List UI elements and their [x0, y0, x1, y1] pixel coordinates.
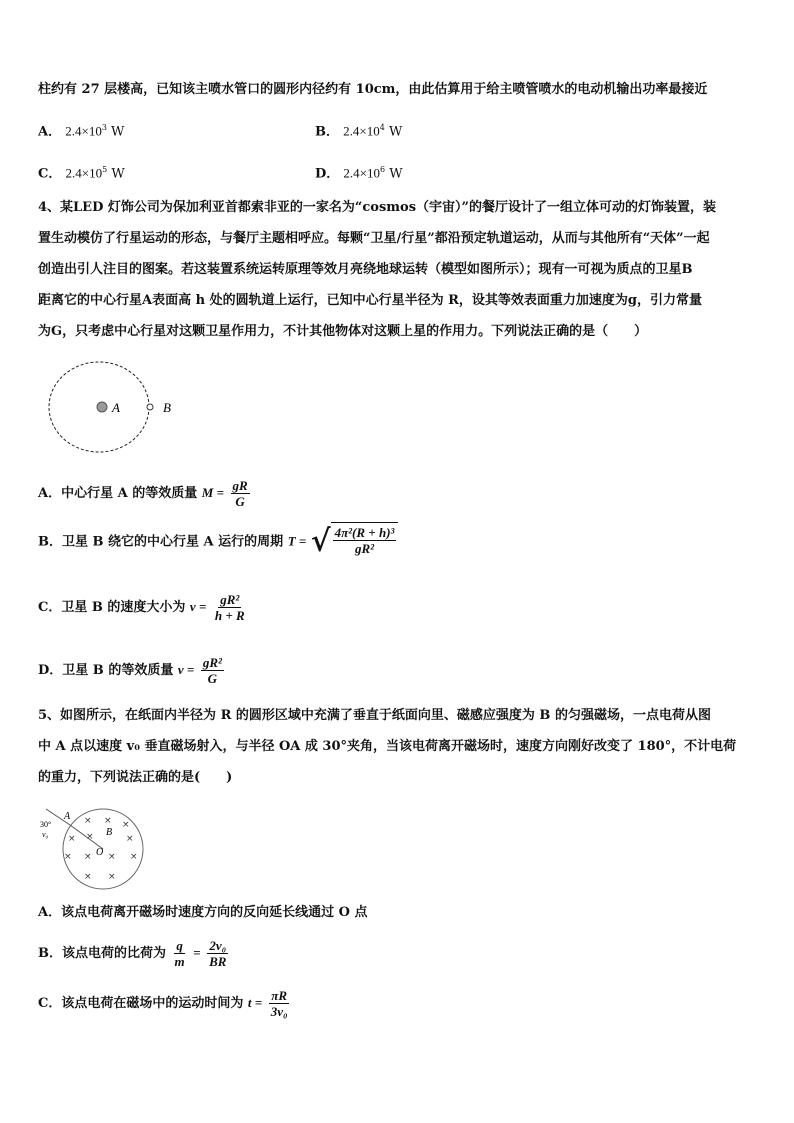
svg-text:×: × — [104, 816, 112, 826]
option-unit: W — [384, 124, 403, 140]
formula-fraction — [213, 592, 247, 623]
option-text: A．中心行星 A 的等效质量 — [38, 486, 198, 501]
velocity-label: v₀ — [42, 830, 49, 839]
fraction-numerator: 4π²(R + h)³ — [334, 525, 395, 540]
option-value: 2.4×10 — [65, 123, 102, 139]
svg-text:×: × — [126, 834, 134, 844]
option-unit: W — [107, 166, 125, 182]
field-b-label: B — [106, 827, 113, 838]
option-text: B．卫星 B 绕它的中心行星 A 运行的周期 — [38, 534, 284, 550]
equals-sign: = — [193, 945, 201, 960]
q4-option-a[interactable] — [38, 478, 252, 509]
svg-text:×: × — [84, 872, 92, 882]
magnetic-field-figure — [38, 805, 158, 890]
q4-option-b[interactable] — [38, 522, 398, 562]
option-text: A．该点电荷离开磁场时速度方向的反向延长线通过 O 点 — [38, 905, 368, 920]
q5-option-c[interactable] — [38, 988, 292, 1019]
svg-text:×: × — [130, 852, 138, 862]
formula-fraction-left — [173, 938, 187, 969]
q4-stem-line-5: 为G，只考虑中心行星对这颗卫星作用力，不计其他物体对这颗上星的作用力。下列说法正确的是（ ） — [38, 324, 648, 339]
fraction-numerator: q — [176, 938, 183, 953]
orbit-figure — [48, 360, 188, 460]
q3-option-d[interactable] — [315, 160, 403, 184]
center-o-label: O — [96, 847, 104, 858]
option-label: A． — [38, 124, 62, 140]
fraction-numerator: gR² — [202, 655, 222, 670]
q4-option-c[interactable] — [38, 592, 249, 623]
svg-text:×: × — [84, 852, 92, 862]
radical-sign-icon: √ — [310, 524, 331, 559]
planet-a-label: A — [112, 400, 120, 415]
fraction-denominator: m — [174, 954, 185, 969]
q5-stem-line-2: 中 A 点以速度 v₀ 垂直磁场射入，与半径 OA 成 30°夹角，当该电荷离开磁场时，速度方向刚好改变了 180°，不计电荷 — [38, 739, 737, 754]
q3-stem-tail: 柱约有 27 层楼高，已知该主喷水管口的圆形内径约有 10cm，由此估算用于给主喷管喷水的电动机输出功率最接近 — [38, 82, 708, 97]
angle-label: 30° — [40, 820, 52, 829]
fraction-numerator: gR — [232, 478, 248, 493]
q5-stem-line-3: 的重力，下列说法正确的是( ) — [38, 770, 233, 785]
point-a-label: A — [64, 811, 71, 822]
formula-fraction-right — [207, 938, 228, 969]
fraction-numerator: gR² — [220, 592, 240, 607]
formula-fraction — [201, 655, 224, 686]
option-label: C． — [38, 166, 62, 182]
formula-fraction — [231, 478, 250, 509]
formula-lhs: T = — [287, 533, 307, 549]
planet-a — [97, 402, 107, 412]
q5-stem-line-1: 5、如图所示，在纸面内半径为 R 的圆形区域中充满了垂直于纸面向里、磁感应强度为 B 的匀强磁场，一点电荷从图 — [38, 708, 711, 723]
q4-stem-line-1: 4、某LED 灯饰公司为保加利亚首都索非亚的一家名为“cosmos（宇宙）”的餐厅设计了一组立体可动的灯饰装置，装 — [38, 200, 717, 215]
option-text: C．该点电荷在磁场中的运动时间为 — [38, 996, 244, 1011]
q3-option-b[interactable] — [315, 118, 402, 142]
q5-option-b[interactable] — [38, 938, 230, 969]
option-value: 2.4×10 — [343, 123, 380, 139]
option-label: D． — [315, 166, 340, 182]
formula-fraction — [269, 988, 290, 1019]
square-root — [311, 522, 399, 562]
option-unit: W — [385, 166, 403, 182]
option-exponent: 5 — [102, 165, 108, 174]
formula-lhs: t = — [247, 995, 263, 1010]
option-exponent: 4 — [379, 123, 385, 132]
fraction-denominator: 3v₀ — [270, 1004, 288, 1019]
satellite-b-label: B — [163, 400, 171, 415]
q4-stem-line-2: 置生动模仿了行星运动的形态，与餐厅主题相呼应。每颗“卫星/行星”都沿预定轨道运动，从而与其他所有“天体”一起 — [38, 231, 710, 246]
q3-option-a[interactable] — [38, 118, 124, 142]
formula-lhs: v = — [177, 662, 195, 677]
fraction-numerator: πR — [271, 988, 287, 1003]
formula-lhs: v = — [189, 599, 207, 614]
fraction-denominator: gR² — [354, 541, 375, 556]
q4-stem-line-4: 距离它的中心行星A表面高 h 处的圆轨道上运行，已知中心行星半径为 R，设其等效表面重力加速度为g，引力常量 — [38, 293, 703, 308]
fraction-denominator: G — [235, 494, 245, 509]
formula-lhs: M = — [201, 485, 224, 500]
formula-fraction — [333, 525, 397, 556]
svg-text:×: × — [68, 834, 76, 844]
option-text: C．卫星 B 的速度大小为 — [38, 600, 186, 615]
svg-text:×: × — [122, 820, 130, 830]
svg-text:×: × — [108, 852, 116, 862]
svg-text:×: × — [86, 832, 94, 842]
option-unit: W — [106, 124, 125, 140]
fraction-denominator: G — [207, 671, 218, 686]
option-text: B．该点电荷的比荷为 — [38, 946, 166, 961]
fraction-denominator: BR — [209, 954, 227, 969]
option-value: 2.4×10 — [65, 165, 103, 181]
option-text: D．卫星 B 的等效质量 — [38, 663, 174, 678]
fraction-numerator: 2v₀ — [209, 938, 227, 953]
q3-option-c[interactable] — [38, 160, 125, 184]
option-value: 2.4×10 — [343, 165, 381, 181]
option-exponent: 3 — [101, 123, 107, 132]
option-label: B． — [315, 124, 339, 140]
svg-text:×: × — [108, 872, 116, 882]
q5-option-a[interactable] — [38, 903, 367, 923]
svg-text:×: × — [64, 852, 72, 862]
q4-stem-line-3: 创造出引人注目的图案。若这装置系统运转原理等效月亮绕地球运转（模型如图所示）；现有一可视为质点的卫星B — [38, 262, 693, 277]
satellite-b — [147, 404, 153, 410]
option-exponent: 6 — [380, 165, 386, 174]
svg-text:×: × — [84, 816, 92, 826]
q4-option-d[interactable] — [38, 655, 226, 686]
fraction-denominator: h + R — [214, 608, 245, 623]
